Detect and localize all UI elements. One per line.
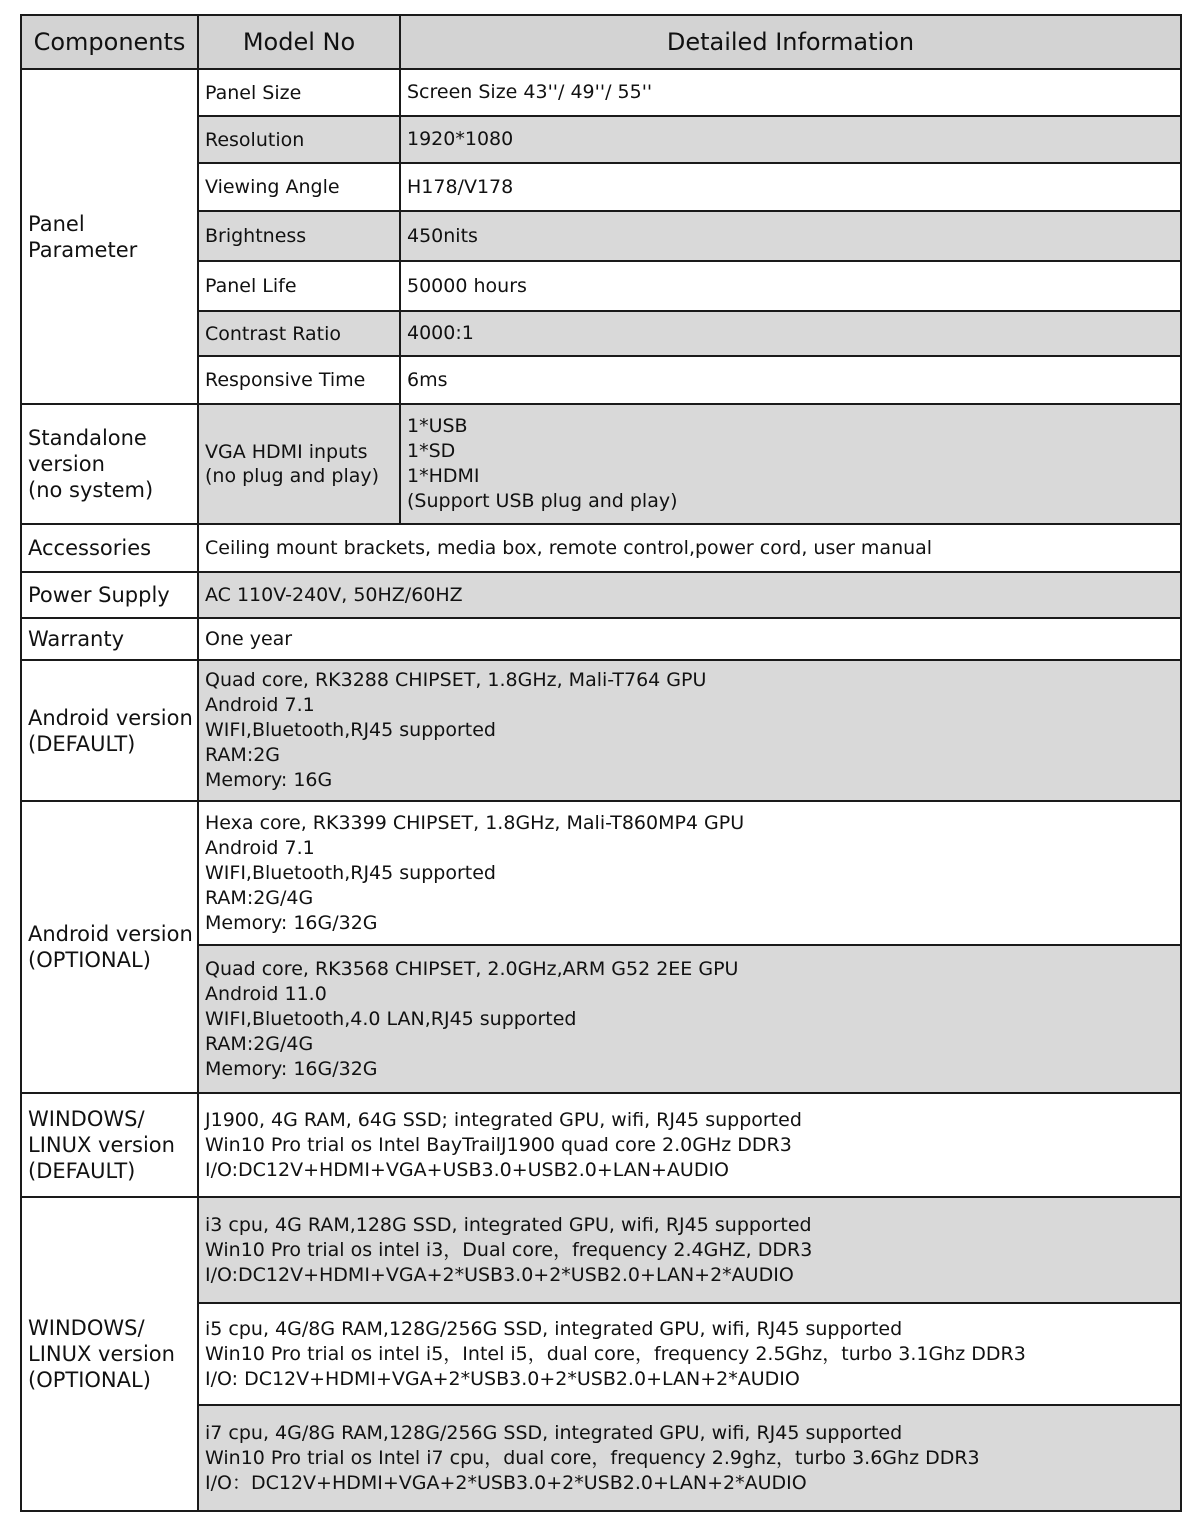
table-row [21, 618, 1181, 660]
model-line: VGA HDMI inputs [205, 441, 368, 463]
info-line: I/O:DC12V+HDMI+VGA+USB3.0+USB2.0+LAN+AUDIO [205, 1158, 730, 1181]
info-line: i5 cpu, 4G/8G RAM,128G/256G SSD, integrated GPU, wifi, RJ45 supported [205, 1317, 903, 1340]
info-line: RAM:2G/4G [205, 886, 314, 909]
component-line: Panel [28, 211, 85, 236]
table-row [21, 801, 1181, 945]
header-model-no: Model No [198, 15, 400, 69]
info-line: Android 7.1 [205, 836, 315, 859]
info-line: Quad core, RK3568 CHIPSET, 2.0GHz,ARM G52 2EE GPU [205, 957, 739, 980]
component-standalone [21, 404, 198, 524]
info-cell [198, 945, 1181, 1093]
table-row [21, 1093, 1181, 1197]
component-line: LINUX version [28, 1133, 175, 1157]
table-row [21, 572, 1181, 618]
info-cell: 6ms [400, 356, 1181, 404]
info-line: Memory: 16G [205, 769, 333, 791]
info-line: Memory: 16G/32G [205, 1057, 378, 1080]
component-line: (OPTIONAL) [28, 1368, 151, 1392]
model-cell: Brightness [198, 211, 400, 261]
model-cell: Panel Size [198, 69, 400, 116]
info-cell: H178/V178 [400, 163, 1181, 211]
component-line: WINDOWS/ [28, 1107, 145, 1131]
component-line: Parameter [28, 237, 138, 262]
info-cell: One year [198, 618, 1181, 660]
header-components: Components [21, 15, 198, 69]
component-line: (DEFAULT) [28, 1159, 136, 1183]
info-cell: 1920*1080 [400, 116, 1181, 163]
info-line: I/O：DC12V+HDMI+VGA+2*USB3.0+2*USB2.0+LAN+2*AUDIO [205, 1471, 807, 1494]
table-row [21, 69, 1181, 116]
header-row [21, 15, 1181, 69]
header-detailed-information: Detailed Information [400, 15, 1181, 69]
info-line: (Support USB plug and play) [407, 490, 678, 512]
info-line: Win10 Pro trial os intel i5，Intel i5，dual core，frequency 2.5Ghz，turbo 3.1Ghz DDR3 [205, 1342, 1026, 1365]
info-cell [400, 404, 1181, 524]
model-cell [198, 404, 400, 524]
model-line: (no plug and play) [205, 465, 380, 487]
component-line: (no system) [28, 478, 154, 502]
info-line: i7 cpu, 4G/8G RAM,128G/256G SSD, integrated GPU, wifi, RJ45 supported [205, 1421, 903, 1444]
component-android-default [21, 660, 198, 801]
info-cell [198, 1197, 1181, 1303]
info-cell: 50000 hours [400, 261, 1181, 311]
info-line: Win10 Pro trial os intel i3，Dual core，frequency 2.4GHZ, DDR3 [205, 1238, 813, 1261]
info-line: Hexa core, RK3399 CHIPSET, 1.8GHz, Mali-T860MP4 GPU [205, 811, 745, 834]
model-cell: Resolution [198, 116, 400, 163]
model-cell: Contrast Ratio [198, 311, 400, 356]
info-line: I/O: DC12V+HDMI+VGA+2*USB3.0+2*USB2.0+LAN+2*AUDIO [205, 1367, 800, 1390]
info-line: 1*SD [407, 440, 456, 462]
model-cell: Panel Life [198, 261, 400, 311]
info-line: Win10 Pro trial os Intel BayTrailJ1900 quad core 2.0GHz DDR3 [205, 1133, 792, 1156]
info-line: Android 11.0 [205, 982, 327, 1005]
info-line: Memory: 16G/32G [205, 911, 378, 934]
info-line: 1*HDMI [407, 465, 480, 487]
info-cell [198, 1405, 1181, 1511]
info-cell: AC 110V-240V, 50HZ/60HZ [198, 572, 1181, 618]
info-cell: Ceiling mount brackets, media box, remote control,power cord, user manual [198, 524, 1181, 572]
component-line: WINDOWS/ [28, 1316, 145, 1340]
info-line: WIFI,Bluetooth,4.0 LAN,RJ45 supported [205, 1007, 577, 1030]
component-line: Android version [28, 922, 193, 946]
component-windows-default [21, 1093, 198, 1197]
component-accessories: Accessories [21, 524, 198, 572]
info-line: RAM:2G [205, 744, 281, 766]
spec-table [20, 14, 1182, 1512]
info-cell: Screen Size 43''/ 49''/ 55'' [400, 69, 1181, 116]
info-cell: 4000:1 [400, 311, 1181, 356]
model-cell: Viewing Angle [198, 163, 400, 211]
component-warranty: Warranty [21, 618, 198, 660]
component-windows-optional [21, 1197, 198, 1511]
component-android-optional [21, 801, 198, 1093]
info-line: WIFI,Bluetooth,RJ45 supported [205, 861, 496, 884]
table-row [21, 404, 1181, 524]
info-cell [198, 801, 1181, 945]
component-line: LINUX version [28, 1342, 175, 1366]
table-row [21, 524, 1181, 572]
info-line: I/O:DC12V+HDMI+VGA+2*USB3.0+2*USB2.0+LAN+2*AUDIO [205, 1263, 794, 1286]
info-line: 1*USB [407, 415, 468, 437]
info-line: i3 cpu, 4G RAM,128G SSD, integrated GPU, wifi, RJ45 supported [205, 1213, 812, 1236]
component-line: Standalone [28, 426, 147, 450]
component-line: Android version [28, 705, 193, 730]
component-line: (OPTIONAL) [28, 948, 151, 972]
info-line: Quad core, RK3288 CHIPSET, 1.8GHz, Mali-T764 GPU [205, 669, 707, 691]
info-line: RAM:2G/4G [205, 1032, 314, 1055]
component-panel-parameter [21, 69, 198, 404]
info-line: Win10 Pro trial os Intel i7 cpu，dual core，frequency 2.9ghz，turbo 3.6Ghz DDR3 [205, 1446, 980, 1469]
table-row [21, 660, 1181, 801]
model-cell: Responsive Time [198, 356, 400, 404]
component-line: version [28, 452, 105, 476]
info-line: Android 7.1 [205, 694, 315, 716]
info-cell [198, 1303, 1181, 1405]
table-row [21, 1197, 1181, 1303]
info-line: WIFI,Bluetooth,RJ45 supported [205, 719, 496, 741]
component-line: (DEFAULT) [28, 731, 136, 756]
info-cell [198, 660, 1181, 801]
component-power-supply: Power Supply [21, 572, 198, 618]
info-line: J1900, 4G RAM, 64G SSD; integrated GPU, wifi, RJ45 supported [205, 1108, 802, 1131]
info-cell: 450nits [400, 211, 1181, 261]
info-cell [198, 1093, 1181, 1197]
